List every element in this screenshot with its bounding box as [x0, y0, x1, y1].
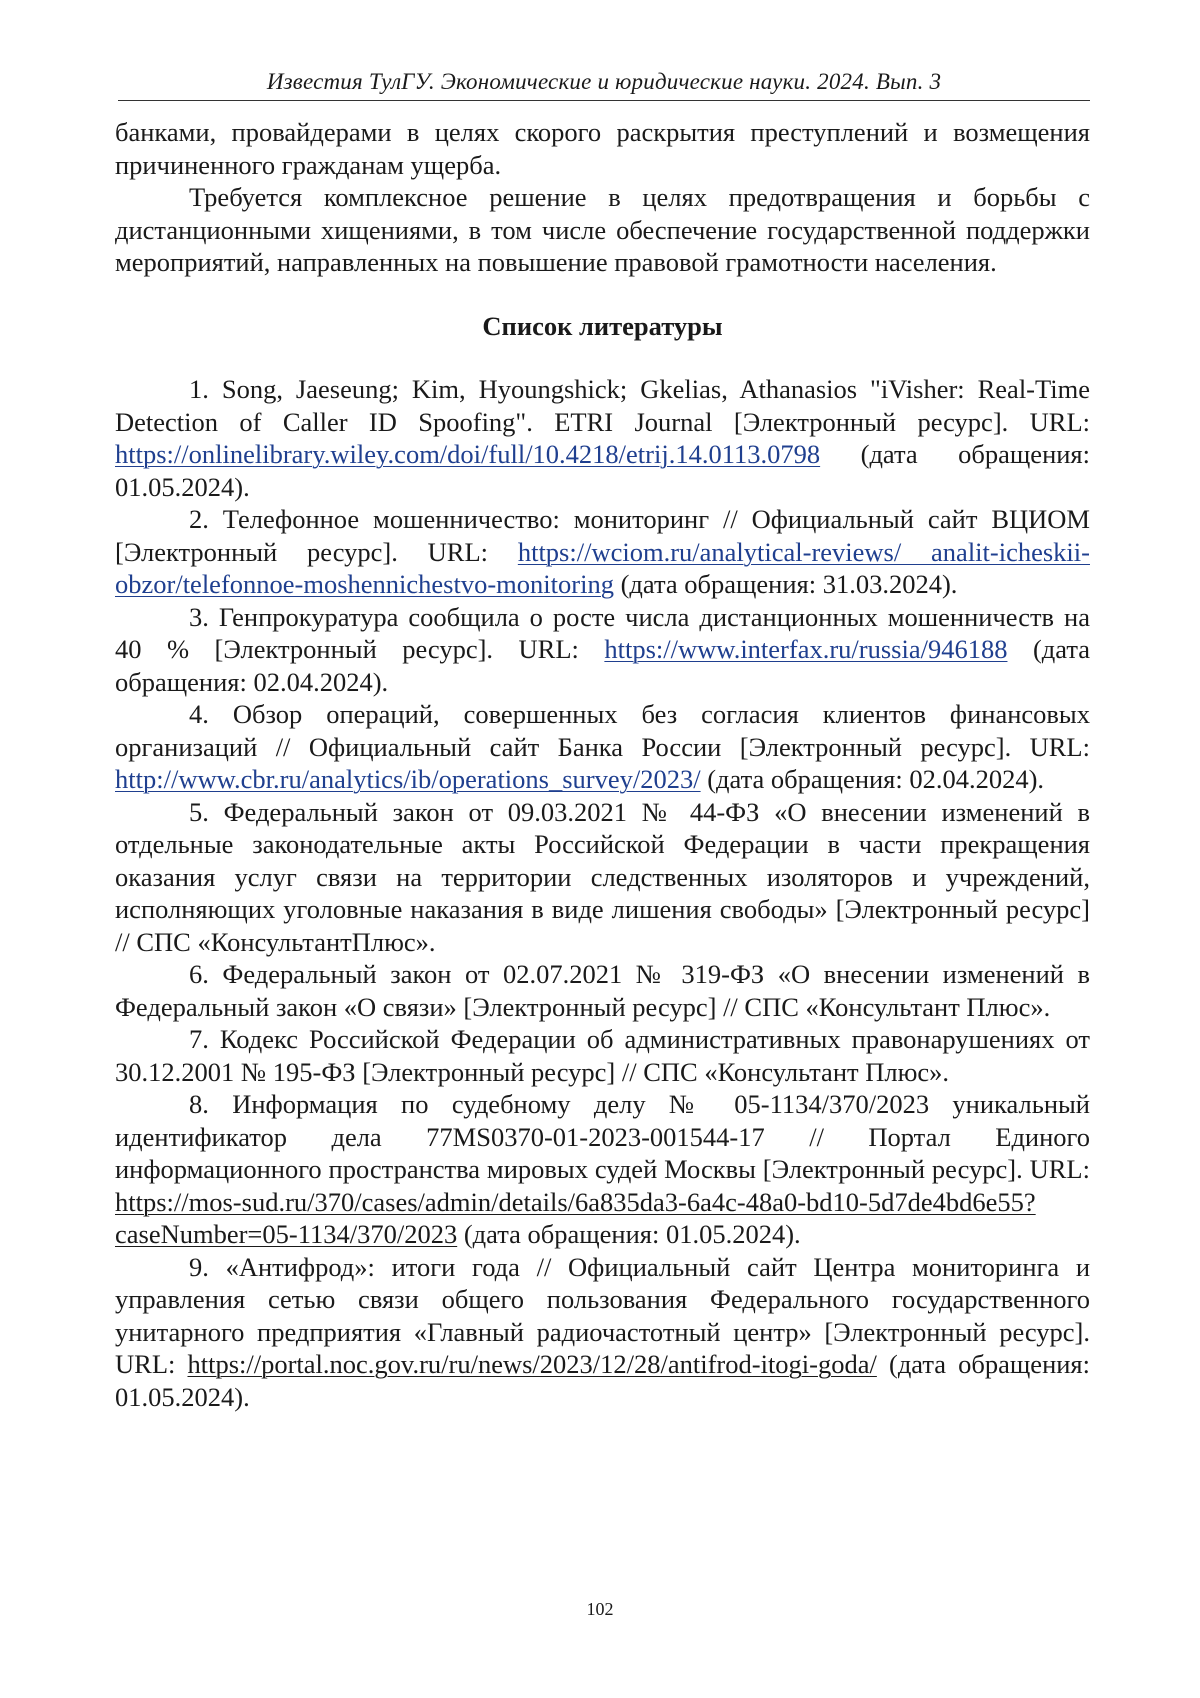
- article-body: [115, 116, 1090, 1413]
- body-paragraph-1: банками, провайдерами в целях скорого раскрытия преступлений и возмещения причиненного гражданам ущерба.: [115, 117, 1090, 180]
- reference-item-6: 6. Федеральный закон от 02.07.2021 № 319-ФЗ «О внесении изменений в Федеральный закон «О связи» [Электронный ресурс] // СПС «Консультант Плюс».: [115, 959, 1090, 1022]
- body-paragraph-2: Требуется комплексное решение в целях предотвращения и борьбы с дистанционными хищениями, в том числе обеспечение государственной поддержки мероприятий, направленных на повышение правовой грамотности населения.: [115, 182, 1090, 277]
- reference-access-date: (дата обращения: 02.04.2024).: [700, 764, 1045, 794]
- reference-link[interactable]: https://www.interfax.ru/russia/946188: [604, 634, 1008, 664]
- reference-text: 8. Информация по судебному делу № 05-1134/370/2023 уникальный идентификатор дела 77MS0370-01-2023-001544-17 // Портал Единого информационного пространства мировых судей Москвы [Электронный ресурс]. URL:: [115, 1089, 1090, 1184]
- reference-item-1: [115, 373, 1090, 503]
- page-number: 102: [586, 1599, 614, 1619]
- reference-access-date: (дата обращения: 01.05.2024).: [457, 1219, 801, 1249]
- reference-text: 1. Song, Jaeseung; Kim, Hyoungshick; Gkelias, Athanasios "iVisher: Real-Time Detection of Caller ID Spoofing". ETRI Journal [Электронный ресурс]. URL:: [115, 374, 1090, 437]
- reference-access-date: (дата обращения: 01.05.2024).: [115, 439, 1090, 502]
- running-header: Известия ТулГУ. Экономические и юридические науки. 2024. Вып. 3: [266, 69, 942, 94]
- reference-item-2: [115, 503, 1090, 601]
- reference-link[interactable]: https://portal.noc.gov.ru/ru/news/2023/12/28/antifrod-itogi-goda/: [187, 1349, 877, 1379]
- reference-access-date: (дата обращения: 31.03.2024).: [613, 569, 958, 599]
- reference-item-4: [115, 698, 1090, 796]
- reference-access-date: (дата обращения: 02.04.2024).: [115, 634, 1090, 697]
- reference-text: 9. «Антифрод»: итоги года // Официальный сайт Центра мониторинга и управления сетью связи общего пользования Федерального государственного унитарного предприятия «Главный радиочастотный центр» [Электронный ресурс]. URL:: [115, 1251, 1090, 1379]
- reference-item-9: [115, 1251, 1090, 1414]
- reference-link[interactable]: http://www.cbr.ru/analytics/ib/operations_survey/2023/: [115, 764, 701, 794]
- reference-text: 3. Генпрокуратура сообщила о росте числа дистанционных мошенничеств на 40 % [Электронный ресурс]. URL:: [115, 601, 1090, 664]
- reference-item-7: 7. Кодекс Российской Федерации об административных правонарушениях от 30.12.2001 № 195-ФЗ [Электронный ресурс] // СПС «Консультант Плюс».: [115, 1024, 1090, 1087]
- reference-link[interactable]: https://wciom.ru/analytical-reviews/ analit-icheskii-obzor/telefonnoe-moshennichestvo-monitoring: [115, 536, 1090, 599]
- reference-text: 2. Телефонное мошенничество: мониторинг // Официальный сайт ВЦИОМ [Электронный ресурс]. URL:: [115, 504, 1090, 567]
- reference-access-date: (дата обращения: 01.05.2024).: [115, 1349, 1090, 1412]
- references-list: [115, 373, 1090, 1413]
- reference-link[interactable]: https://onlinelibrary.wiley.com/doi/full/10.4218/etrij.14.0113.0798: [115, 439, 821, 469]
- header-rule: [118, 100, 1090, 101]
- reference-item-5: 5. Федеральный закон от 09.03.2021 № 44-ФЗ «О внесении изменений в отдельные законодательные акты Российской Федерации в части прекращения оказания услуг связи на территории следственных изоляторов и учреждений, исполняющих уголовные наказания в виде лишения свободы» [Электронный ресурс] // СПС «КонсультантПлюс».: [115, 796, 1090, 957]
- reference-item-8: [115, 1088, 1090, 1251]
- reference-text: 4. Обзор операций, совершенных без согласия клиентов финансовых организаций // Официальный сайт Банка России [Электронный ресурс]. URL:: [115, 699, 1090, 762]
- reference-item-3: [115, 601, 1090, 699]
- references-heading: Список литературы: [482, 310, 723, 341]
- reference-link[interactable]: https://mos-sud.ru/370/cases/admin/details/6a835da3-6a4c-48a0-bd10-5d7de4bd6e55?caseNumber=05-1134/370/2023: [115, 1186, 1036, 1249]
